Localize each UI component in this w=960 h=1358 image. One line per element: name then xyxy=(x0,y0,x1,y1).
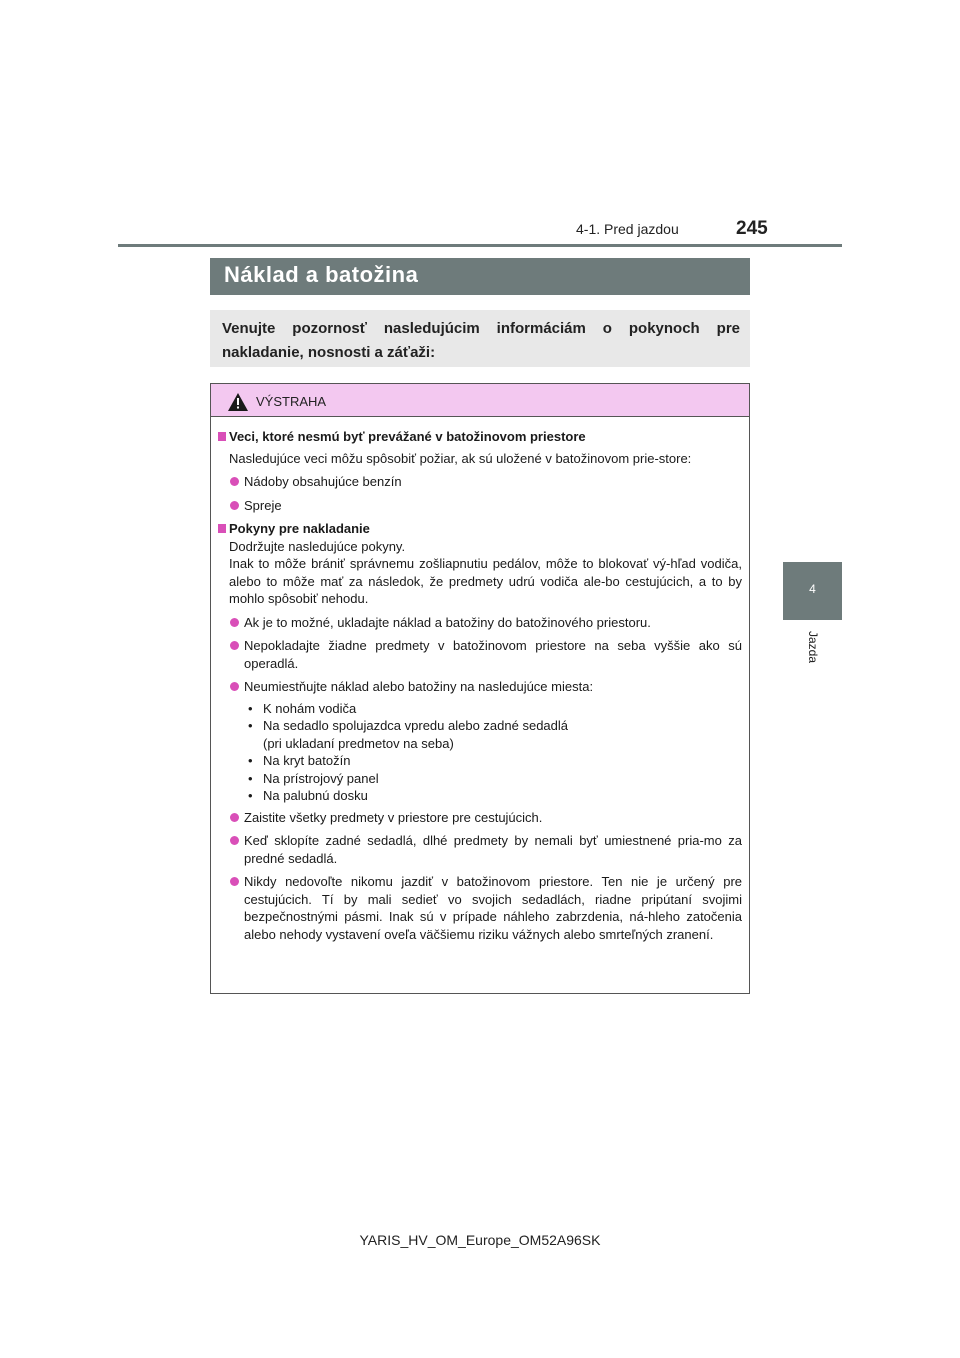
page-number: 245 xyxy=(736,218,768,239)
warning-triangle-icon xyxy=(228,393,248,411)
sub-item xyxy=(218,717,742,752)
section-heading xyxy=(218,520,742,538)
chapter-tab xyxy=(783,562,842,620)
sub-bullet-icon: • xyxy=(248,700,253,716)
bullet-text: Zaistite všetky predmety v priestore pre cestujúcich. xyxy=(244,809,543,825)
paragraph xyxy=(218,538,742,608)
sub-item-text: Na palubnú dosku xyxy=(263,788,368,803)
section-heading-text: Pokyny pre nakladanie xyxy=(229,521,370,536)
bullet-text: Ak je to možné, ukladajte náklad a batožiny do batožinového priestoru. xyxy=(244,614,651,630)
round-bullet-icon xyxy=(230,477,239,486)
sub-item xyxy=(218,700,742,718)
bullet-item xyxy=(218,832,742,867)
section-heading-text: Veci, ktoré nesmú byť prevážané v batožinovom priestore xyxy=(229,429,586,444)
chapter-label: Jazda xyxy=(806,631,820,664)
sub-bullet-icon: • xyxy=(248,753,253,768)
sub-item-text: Na sedadlo spolujazdca vpredu alebo zadné sedadlá xyxy=(263,718,568,733)
round-bullet-icon xyxy=(230,641,239,650)
sub-item-continuation: (pri ukladaní predmetov na seba) xyxy=(263,735,454,751)
sub-item-text: K nohám vodiča xyxy=(263,700,357,716)
paragraph-line: Inak to môže brániť správnemu zošliapnutiu pedálov, môže to blokovať vý-hľad vodiča, alebo to môže mať za následok, že predmety udrú vodiča ale-bo cestujúcich, a to by mohlo spôsobiť nehodu. xyxy=(229,556,742,606)
round-bullet-icon xyxy=(230,618,239,627)
round-bullet-icon xyxy=(230,877,239,886)
intro-text: Venujte pozornosť nasledujúcim informáciám o pokynoch pre nakladanie, nosnosti a záťaži: xyxy=(222,320,740,361)
paragraph-line: Dodržujte nasledujúce pokyny. xyxy=(229,538,406,554)
bullet-item xyxy=(218,614,742,632)
sub-item xyxy=(218,752,742,770)
sub-item xyxy=(218,770,742,788)
warning-label: VÝSTRAHA xyxy=(256,394,327,409)
bullet-text: Nikdy nedovoľte nikomu jazdiť v batožinovom priestore. Ten nie je určený pre cestujúcich. Tí by mali sedieť vo svojich sedadlách, riadne pripútaní svojimi bezpečnostnými pásmi. Inak sú v prípade náhleho zabrzdenia, ná-hleho zatočenia alebo nehody vystavení oveľa väčšiemu riziku vážnych alebo smrteľných zranení. xyxy=(244,874,742,942)
bullet-text: Nepokladajte žiadne predmety v batožinovom priestore na seba vyššie ako sú operadlá. xyxy=(244,638,742,671)
round-bullet-icon xyxy=(230,836,239,845)
bullet-item xyxy=(218,637,742,672)
warning-box xyxy=(210,383,750,994)
bullet-item xyxy=(218,873,742,943)
paragraph: Nasledujúce veci môžu spôsobiť požiar, ak sú uložené v batožinovom prie-store: xyxy=(229,450,692,466)
sub-item xyxy=(218,787,742,805)
sub-item-text: Na kryt batožín xyxy=(263,753,351,768)
bullet-item xyxy=(218,678,742,696)
section-reference: 4-1. Pred jazdou xyxy=(576,221,679,237)
square-bullet-icon xyxy=(218,524,226,533)
bullet-text: Spreje xyxy=(244,497,282,513)
round-bullet-icon xyxy=(230,682,239,691)
round-bullet-icon xyxy=(230,501,239,510)
footer-document-id: YARIS_HV_OM_Europe_OM52A96SK xyxy=(359,1232,601,1248)
sub-bullet-icon: • xyxy=(248,770,253,786)
chapter-number: 4 xyxy=(809,582,816,596)
header-rule xyxy=(118,244,842,247)
bullet-text: Nádoby obsahujúce benzín xyxy=(244,474,402,489)
round-bullet-icon xyxy=(230,813,239,822)
square-bullet-icon xyxy=(218,432,226,441)
bullet-text: Keď sklopíte zadné sedadlá, dlhé predmety by nemali byť umiestnené pria-mo za predné sedadlá. xyxy=(244,833,742,866)
bullet-item xyxy=(218,497,742,515)
bullet-item xyxy=(218,809,742,827)
sub-bullet-icon: • xyxy=(248,718,253,733)
intro-box xyxy=(210,310,750,367)
warning-header xyxy=(211,384,749,417)
sub-item-text: Na prístrojový panel xyxy=(263,770,379,786)
sub-bullet-icon: • xyxy=(248,788,253,803)
title-bar xyxy=(210,258,750,295)
bullet-text: Neumiestňujte náklad alebo batožiny na nasledujúce miesta: xyxy=(244,679,594,694)
bullet-item xyxy=(218,473,742,491)
page-title: Náklad a batožina xyxy=(224,262,419,287)
warning-body xyxy=(211,428,749,943)
section-heading xyxy=(218,428,742,446)
